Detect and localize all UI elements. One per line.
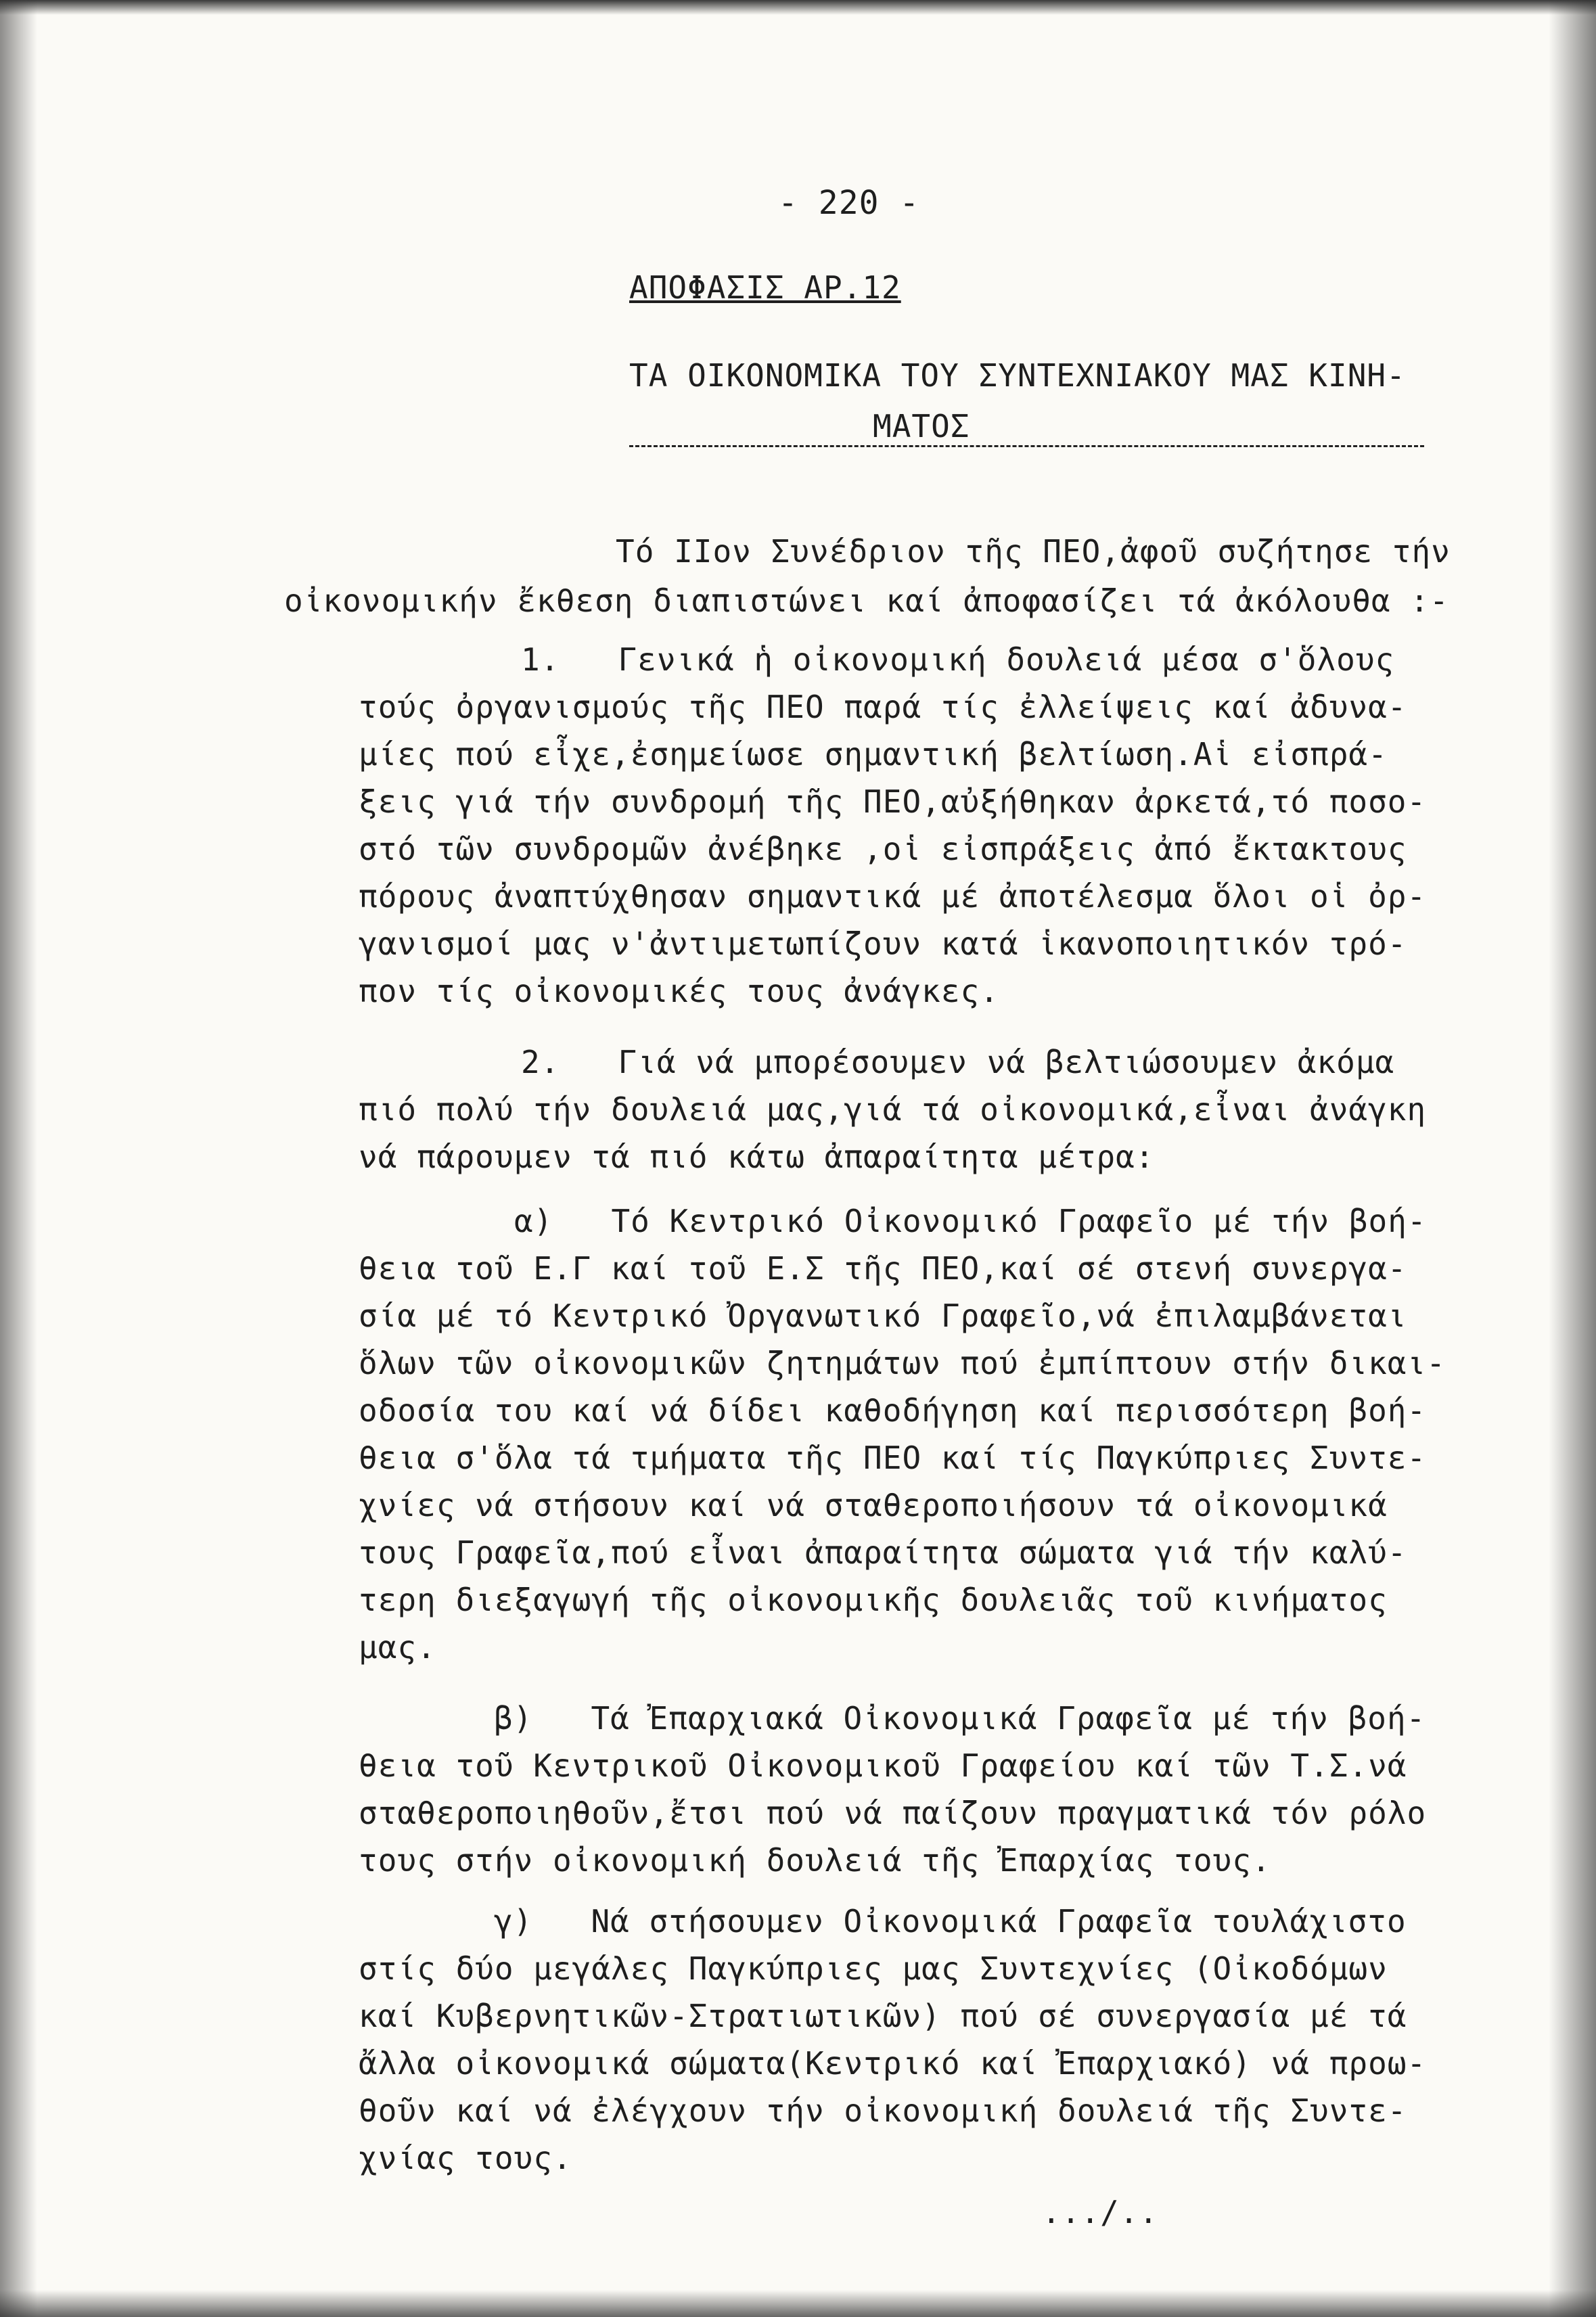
subpoint-c-line: καί Κυβερνητικῶν-Στρατιωτικῶν) πού σέ συνεργασία μέ τά <box>359 1998 1407 2034</box>
continuation-mark: .../.. <box>1042 2194 1159 2230</box>
point-1-line: πόρους ἀναπτύχθησαν σημαντικά μέ ἀποτέλεσμα ὅλοι οἱ ὀρ- <box>359 878 1427 915</box>
point-1-line: γανισμοί μας ν'ἀντιμετωπίζουν κατά ἱκανοποιητικόν τρό- <box>359 925 1407 962</box>
subpoint-c-line: χνίας τους. <box>359 2140 572 2176</box>
scan-edge-top <box>0 0 1596 15</box>
point-2-line: 2. Γιά νά μπορέσουμεν νά βελτιώσουμεν ἀκόμα <box>521 1044 1395 1080</box>
subpoint-a-line: ὅλων τῶν οἰκονομικῶν ζητημάτων πού ἐμπίπτουν στήν δικαι- <box>359 1345 1446 1381</box>
subpoint-a-line: οδοσία του καί νά δίδει καθοδήγηση καί περισσότερη βοή- <box>359 1392 1427 1429</box>
subpoint-a-line: χνίες νά στήσουν καί νά σταθεροποιήσουν τά οἰκονομικά <box>359 1487 1388 1523</box>
subpoint-b-line: θεια τοῦ Κεντρικοῦ Οἰκονομικοῦ Γραφείου καί τῶν Τ.Σ.νά <box>359 1747 1407 1784</box>
subpoint-a-line: τερη διεξαγωγή τῆς οἰκονομικῆς δουλειᾶς τοῦ κινήματος <box>359 1582 1388 1618</box>
point-2-line: πιό πολύ τήν δουλειά μας,γιά τά οἰκονομικά,εἶναι ἀνάγκη <box>359 1091 1427 1128</box>
subpoint-a-line: σία μέ τό Κεντρικό Ὀργανωτικό Γραφεῖο,νά ἐπιλαμβάνεται <box>359 1298 1407 1334</box>
subpoint-c-line: στίς δύο μεγάλες Παγκύπριες μας Συντεχνίες (Οἰκοδόμων <box>359 1950 1388 1987</box>
subpoint-a-line: μας. <box>359 1629 436 1666</box>
subpoint-a-line: τους Γραφεῖα,πού εἶναι ἀπαραίτητα σώματα γιά τήν καλύ- <box>359 1534 1407 1571</box>
intro-line: Τό ΙΙον Συνέδριον τῆς ΠΕΟ,ἀφοῦ συζήτησε τήν <box>616 533 1451 570</box>
point-2-line: νά πάρουμεν τά πιό κάτω ἀπαραίτητα μέτρα: <box>359 1139 1155 1175</box>
subtitle-line-1: ΤΑ ΟΙΚΟΝΟΜΙΚΑ ΤΟΥ ΣΥΝΤΕΧΝΙΑΚΟΥ ΜΑΣ ΚΙΝΗ- <box>629 357 1406 394</box>
subpoint-b-line: σταθεροποιηθοῦν,ἔτσι πού νά παίζουν πραγματικά τόν ρόλο <box>359 1795 1427 1831</box>
subpoint-c-line: ἄλλα οἰκονομικά σώματα(Κεντρικό καί Ἐπαρχιακό) νά προω- <box>359 2045 1427 2082</box>
scan-edge-left <box>0 0 37 2317</box>
subpoint-b-line: β) Τά Ἐπαρχιακά Οἰκονομικά Γραφεῖα μέ τήν βοή- <box>494 1700 1426 1737</box>
subpoint-a-line: θεια σ'ὅλα τά τμήματα τῆς ΠΕΟ καί τίς Παγκύπριες Συντε- <box>359 1440 1427 1476</box>
subpoint-c-line: γ) Νά στήσουμεν Οἰκονομικά Γραφεῖα τουλάχιστο <box>494 1903 1407 1940</box>
decision-title: ΑΠΟΦΑΣΙΣ ΑΡ.12 <box>629 269 901 306</box>
subpoint-a-line: θεια τοῦ Ε.Γ καί τοῦ Ε.Σ τῆς ΠΕΟ,καί σέ στενή συνεργα- <box>359 1250 1407 1287</box>
page-number: - 220 - <box>778 184 920 222</box>
scan-edge-bottom <box>0 2290 1596 2317</box>
point-1-line: πον τίς οἰκονομικές τους ἀνάγκες. <box>359 973 999 1009</box>
intro-line: οἰκονομικήν ἔκθεση διαπιστώνει καί ἀποφασίζει τά ἀκόλουθα :- <box>284 582 1449 619</box>
subpoint-a-line: α) Τό Κεντρικό Οἰκονομικό Γραφεῖο μέ τήν βοή- <box>514 1203 1427 1239</box>
point-1-line: 1. Γενικά ἡ οἰκονομική δουλειά μέσα σ'ὅλους <box>521 641 1395 678</box>
point-1-line: τούς ὀργανισμούς τῆς ΠΕΟ παρά τίς ἐλλείψεις καί ἀδυνα- <box>359 689 1407 725</box>
point-1-line: στό τῶν συνδρομῶν ἀνέβηκε ,οἱ εἰσπράξεις ἀπό ἔκτακτους <box>359 831 1407 867</box>
title-dashed-rule <box>629 445 1424 447</box>
subpoint-b-line: τους στήν οἰκονομική δουλειά τῆς Ἐπαρχίας τους. <box>359 1842 1271 1879</box>
scan-edge-right <box>1549 0 1596 2317</box>
subpoint-c-line: θοῦν καί νά ἐλέγχουν τήν οἰκονομική δουλειά τῆς Συντε- <box>359 2092 1407 2129</box>
point-1-line: ξεις γιά τήν συνδρομή τῆς ΠΕΟ,αὐξήθηκαν ἀρκετά,τό ποσο- <box>359 783 1427 820</box>
subtitle-line-2: ΜΑΤΟΣ <box>873 408 970 444</box>
point-1-line: μίες πού εἶχε,ἐσημείωσε σημαντική βελτίωση.Αἱ εἰσπρά- <box>359 736 1388 773</box>
